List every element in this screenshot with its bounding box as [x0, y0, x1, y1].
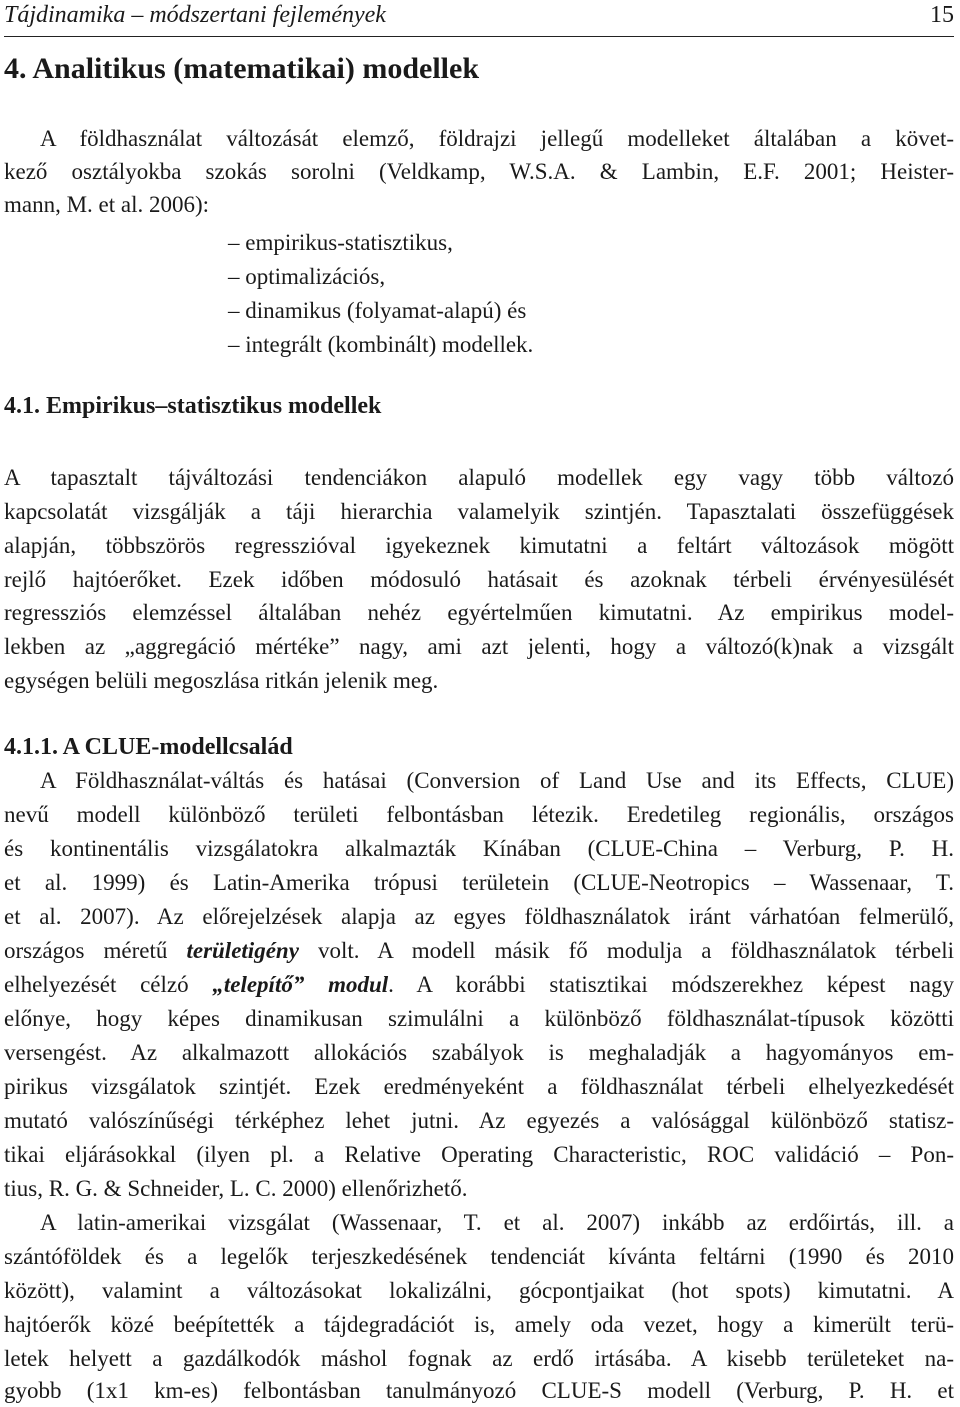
- paragraph-line: rejlő hajtóerőket. Ezek időben módosuló hatásait és azoknak térbeli érvényesülését: [4, 567, 954, 592]
- paragraph-line: et al. 2007). Az előrejelzések alapja az egyes földhasználatok iránt várhatóan felmerülő,: [4, 904, 954, 929]
- paragraph-line: között), valamint a változásokat lokalizálni, gócpontjaikat (hot spots) kimutatni. A: [4, 1278, 954, 1303]
- intro-line: A földhasználat változását elemző, földrajzi jellegű modelleket általában a követ-: [40, 126, 954, 151]
- text-run: elhelyezését célzó: [4, 972, 213, 997]
- paragraph-line: kapcsolatát vizsgálják a táji hierarchia valamelyik szintjén. Tapasztalati összefüggések: [4, 499, 954, 524]
- list-item: – optimalizációs,: [228, 264, 386, 289]
- paragraph-line: tikai eljárásokkal (ilyen pl. a Relative Operating Characteristic, ROC validáció – Pon-: [4, 1142, 954, 1167]
- list-item: – empirikus-statisztikus,: [228, 230, 453, 255]
- paragraph-line: A latin-amerikai vizsgálat (Wassenaar, T. et al. 2007) inkább az erdőirtás, ill. a: [40, 1210, 954, 1235]
- paragraph-line: szántóföldek és a legelők terjeszkedésének tendenciát kívánta feltárni (1990 és 2010: [4, 1244, 954, 1269]
- paragraph-line: tius, R. G. & Schneider, L. C. 2000) ellenőrizhető.: [4, 1176, 468, 1201]
- paragraph-line: előnye, hogy képes dinamikusan szimulálni a különböző földhasználat-típusok közötti: [4, 1006, 954, 1031]
- emphasis-term: „telepítő” modul: [212, 972, 389, 997]
- paragraph-line: A tapasztalt tájváltozási tendenciákon alapuló modellek egy vagy több változó: [4, 465, 954, 490]
- paragraph-line: és kontinentális vizsgálatokra alkalmazták Kínában (CLUE-China – Verburg, P. H.: [4, 836, 954, 861]
- paragraph-line: [4, 936, 954, 966]
- list-item: – dinamikus (folyamat-alapú) és: [228, 298, 527, 323]
- paragraph-line: A Földhasználat-váltás és hatásai (Conversion of Land Use and its Effects, CLUE): [40, 768, 954, 793]
- paragraph-line: hajtóerők közé beépítették a tájdegradációt is, amely oda vezet, hogy a kimerült terü-: [4, 1312, 954, 1337]
- paragraph-line: lekben az „aggregáció mértéke” nagy, ami azt jelenti, hogy a változó(k)nak a vizsgált: [4, 634, 954, 659]
- paragraph-line: pirikus vizsgálatok szintjét. Ezek eredményeként a földhasználat térbeli elhelyezkedését: [4, 1074, 954, 1099]
- text-run: országos méretű: [4, 938, 187, 963]
- page-number: 15: [930, 2, 954, 28]
- subsection-heading: 4.1. Empirikus–statisztikus modellek: [4, 393, 382, 419]
- subsubsection-heading: 4.1.1. A CLUE-modellcsalád: [4, 734, 293, 760]
- paragraph-line: versengést. Az alkalmazott allokációs szabályok is meghaladják a hagyományos em-: [4, 1040, 954, 1065]
- paragraph-line: [4, 970, 954, 1000]
- intro-line: mann, M. et al. 2006):: [4, 192, 210, 217]
- text-run: . A korábbi statisztikai módszerekhez képest nagy: [388, 972, 954, 997]
- paragraph-line: regressziós elemzéssel általában nehéz egyértelműen kimutatni. Az empirikus model-: [4, 600, 954, 625]
- intro-line: kező osztályokba szokás sorolni (Veldkamp, W.S.A. & Lambin, E.F. 2001; Heister-: [4, 159, 954, 184]
- paragraph-line: nevű modell különböző területi felbontásban létezik. Eredetileg regionális, országos: [4, 802, 954, 827]
- running-title: Tájdinamika – módszertani fejlemények: [4, 2, 386, 28]
- paragraph-line: mutató valószínűségi térképhez lehet jutni. Az egyezés a valósággal különböző statisz-: [4, 1108, 954, 1133]
- paragraph-line: alapján, többszörös regresszióval igyekeznek kimutatni a feltárt változások mögött: [4, 533, 954, 558]
- paragraph-line: letek helyett a gazdálkodók máshol fognak az erdő irtásába. A kisebb területeket na-: [4, 1346, 954, 1371]
- running-header: [4, 0, 954, 37]
- section-heading: 4. Analitikus (matematikai) modellek: [4, 52, 480, 85]
- text-run: volt. A modell másik fő modulja a földhasználatok térbeli: [298, 938, 954, 963]
- paragraph-line: et al. 1999) és Latin-Amerika trópusi területein (CLUE-Neotropics – Wassenaar, T.: [4, 870, 954, 895]
- paragraph-line: gyobb (1x1 km-es) felbontásban tanulmányozó CLUE-S modell (Verburg, P. H. et: [4, 1378, 954, 1403]
- list-item: – integrált (kombinált) modellek.: [228, 332, 534, 357]
- emphasis-term: területigény: [186, 938, 299, 963]
- paragraph-line: egységen belüli megoszlása ritkán jelenik meg.: [4, 668, 439, 693]
